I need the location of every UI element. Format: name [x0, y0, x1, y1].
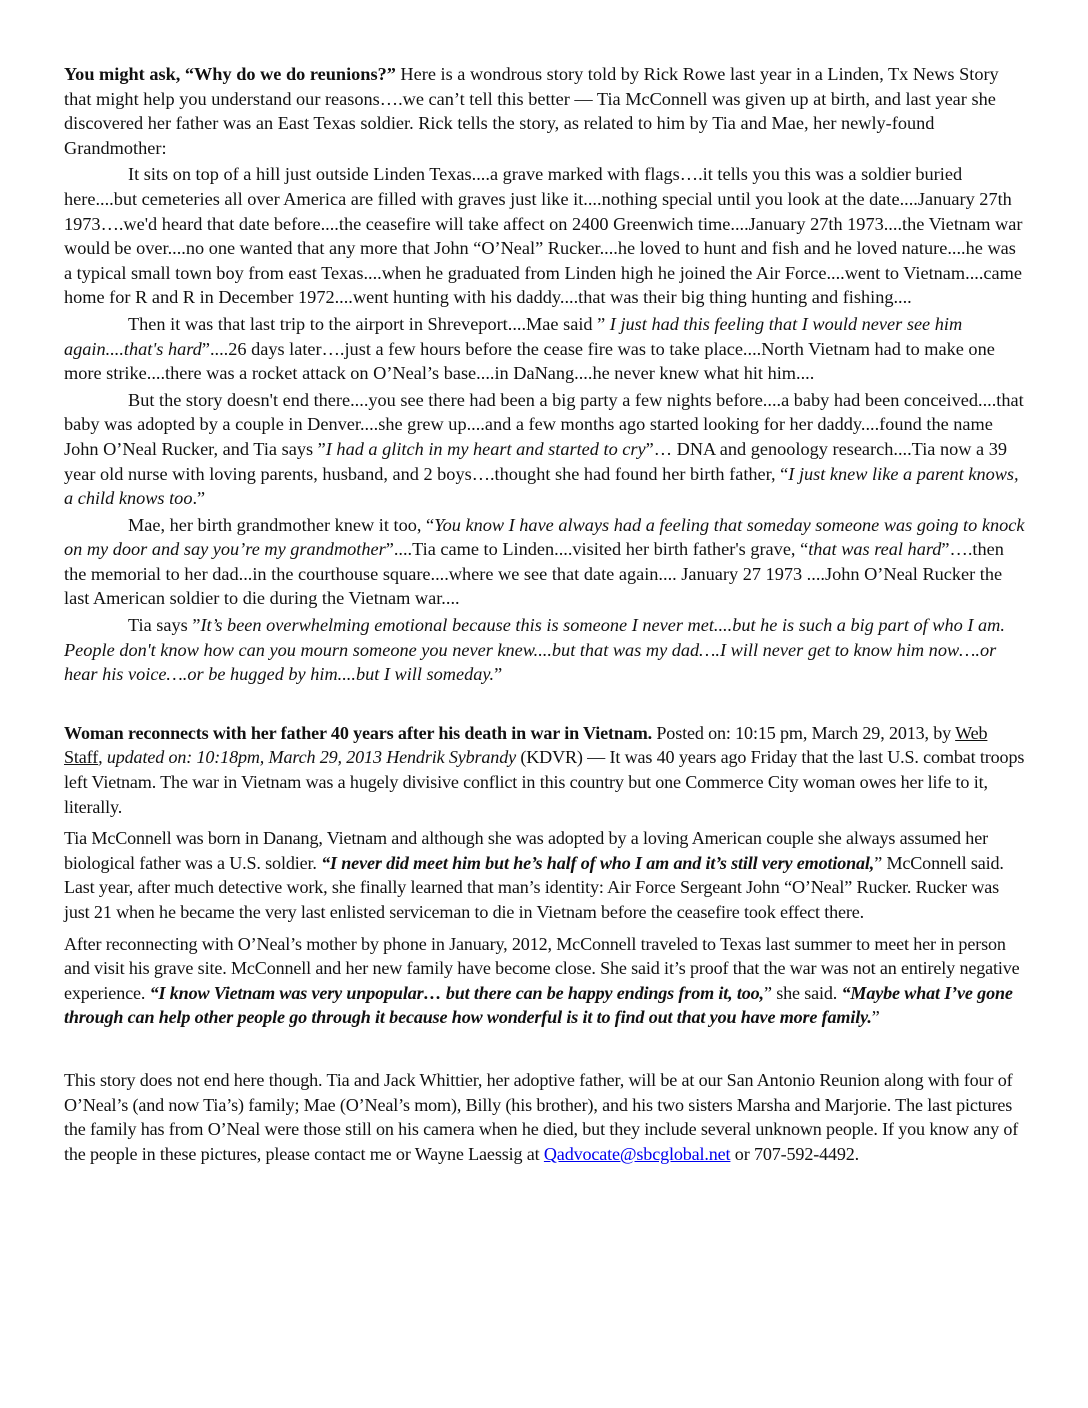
- p3-text-a: But the story doesn't end there....you see there had been a big party a few nights before....a baby had been conceived....that baby was adopted by a couple in Denver....she grew up....and a few months ago started looking for her daddy....found the name John O’Neal Rucker, and Tia says ”: [64, 389, 1024, 459]
- intro-text: Here is a wondrous story told by Rick Rowe last year in a Linden, Tx News Story that might help you understand our reasons….we can’t tell this better — Tia McConnell was given up at birth, and last year she discovered her father was an East Texas soldier. Rick tells the story, as related to him by Tia and Mae, her newly-found Grandmother:: [64, 64, 999, 158]
- article-paragraph-3: [64, 932, 1028, 1030]
- article-author: Web Staff: [64, 722, 988, 768]
- story-paragraph-2: [64, 312, 1028, 386]
- a3-quote-2: “Maybe what I’ve gone through can help other people go through it because how wonderful is it to find out that you have more family.: [64, 982, 1013, 1028]
- article-paragraph-1: [64, 721, 1028, 819]
- email-link[interactable]: Qadvocate@sbcglobal.net: [543, 1143, 731, 1164]
- article-paragraph-2: [64, 826, 1028, 924]
- p3-quote-1: I had a glitch in my heart and started to cry: [325, 438, 646, 459]
- p2-quote: I just had this feeling that I would never see him again....that's hard: [64, 313, 963, 359]
- story-paragraph-5: [64, 613, 1028, 687]
- a2-text-a: Tia McConnell was born in Danang, Vietnam and although she was adopted by a loving American couple she always assumed her biological father was a U.S. soldier.: [64, 828, 988, 873]
- a3-text-a: After reconnecting with O’Neal’s mother by phone in January, 2012, McConnell traveled to Texas last summer to meet her in person and visit his grave site. McConnell and her new family have become close. She said it’s proof that the war was not an entirely negative experience.: [64, 933, 1020, 1003]
- a2-quote: “I never did meet him but he’s half of who I am and it’s still very emotional,: [321, 852, 875, 873]
- p3-quote-2: I just knew like a parent knows, a child knows too: [64, 463, 1019, 509]
- article-lead: (KDVR) — It was 40 years ago Friday that the last U.S. combat troops left Vietnam. The war in Vietnam was a hugely divisive conflict in this country but one Commerce City woman owes her life to it, literally.: [64, 747, 1025, 817]
- closing-phone: or 707-592-4492.: [730, 1143, 860, 1164]
- article-posted: Posted on: 10:15 pm, March 29, 2013, by: [652, 722, 956, 743]
- article-headline: Woman reconnects with her father 40 years after his death in war in Vietnam.: [64, 722, 653, 743]
- intro-paragraph: [64, 62, 1028, 160]
- p5-text-a: Tia says ”: [128, 615, 201, 636]
- p4-text-c: ”....Tia came to Linden....visited her birth father's grave, “: [385, 539, 809, 560]
- p4-quote-1: You know I have always had a feeling that someday someone was going to knock on my door and say you’re my grandmother: [64, 514, 1025, 560]
- p2-text-a: Then it was that last trip to the airport in Shreveport....Mae said ”: [128, 313, 610, 334]
- p3-text-e: .”: [192, 488, 206, 509]
- a3-text-e: ”: [871, 1007, 880, 1028]
- reunion-story: [64, 62, 1028, 687]
- closing-text: This story does not end here though. Tia and Jack Whittier, her adoptive father, will be at our San Antonio Reunion along with four of O’Neal’s (and now Tia’s) family; Mae (O’Neal’s mom), Billy (his brother), and his two sisters Marsha and Marjorie. The last pictures the family has from O’Neal were those still on his camera when he died, but they include several unknown people. If you know any of the people in these pictures, please contact me or Wayne Laessig at: [64, 1069, 1019, 1164]
- p5-quote: It’s been overwhelming emotional because this is someone I never met....but he is such a big part of who I am. People don't know how can you mourn someone you never knew....but that was my dad….I will never get to know him now….or hear his voice….or be hugged by him....but I will someday.: [64, 615, 1005, 685]
- p2-text-c: ”....26 days later….just a few hours before the cease fire was to take place....North Vietnam had to make one more strike....there was a rocket attack on O’Neal’s base....in DaNang....he never knew what hit him....: [64, 338, 995, 384]
- p4-text-a: Mae, her birth grandmother knew it too, “: [128, 514, 435, 535]
- a3-text-c: ” she said.: [763, 982, 842, 1003]
- p5-text-c: ”: [494, 664, 503, 685]
- p4-text-e: ”….then the memorial to her dad...in the courthouse square....where we see that date again.... January 27 1973 ....John O’Neal Rucker the last American soldier to die during the Vietnam war....: [64, 539, 1004, 609]
- story-paragraph-4: [64, 513, 1028, 611]
- news-article: [64, 721, 1028, 1167]
- story-paragraph-3: [64, 388, 1028, 511]
- p3-text-c: ”… DNA and genoology research....Tia now a 39 year old nurse with loving parents, husband, and 2 boys….thought she had found her birth father, “: [64, 438, 1007, 484]
- a2-text-c: ” McConnell said. Last year, after much detective work, she finally learned that man’s identity: Air Force Sergeant John “O’Neal” Rucker. Rucker was just 21 when he became the very last enlisted serviceman to die in Vietnam before the ceasefire took effect there.: [64, 852, 1004, 922]
- a3-quote-1: “I know Vietnam was very unpopular… but there can be happy endings from it, too,: [149, 982, 764, 1003]
- document-page: [64, 62, 1028, 1166]
- p4-quote-2: that was real hard: [808, 539, 942, 560]
- story-paragraph-1: It sits on top of a hill just outside Linden Texas....a grave marked with flags….it tells you this was a soldier buried here....but cemeteries all over America are filled with graves just like it....nothing special until you look at the date....January 27th 1973….we'd heard that date before....the ceasefire will take affect on 2400 Greenwich time....January 27th 1973....the Vietnam war would be over....no one wanted that any more that John “O’Neal” Rucker....he loved to hunt and fish and he loved nature....he was a typical small town boy from east Texas....when he graduated from Linden high he joined the Air Force....went to Vietnam....came home for R and R in December 1972....went hunting with his daddy....that was their big thing hunting and fishing....: [64, 164, 1023, 308]
- closing-paragraph: [64, 1068, 1028, 1166]
- article-updated: , updated on: 10:18pm, March 29, 2013 Hendrik Sybrandy: [98, 747, 516, 768]
- intro-question: You might ask, “Why do we do reunions?”: [64, 64, 396, 84]
